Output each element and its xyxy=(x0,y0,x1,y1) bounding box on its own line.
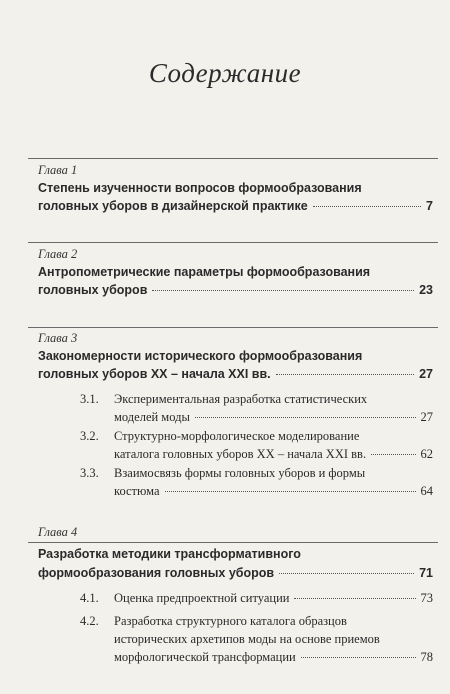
page-title: Содержание xyxy=(148,58,302,88)
chapter-label: Глава 1 xyxy=(38,163,78,177)
section-entry[interactable] xyxy=(80,427,433,463)
chapter-title[interactable] xyxy=(38,265,433,283)
chapter-title-last[interactable] xyxy=(38,367,433,385)
section-entry[interactable] xyxy=(80,390,433,426)
divider xyxy=(28,542,438,543)
section-title-line: Экспериментальная разработка статистических xyxy=(114,392,368,406)
page-number: 78 xyxy=(420,650,433,664)
section-number: 4.2. xyxy=(80,614,99,628)
leader-dots xyxy=(301,657,416,658)
section-number: 3.3. xyxy=(80,466,99,480)
chapter-title-last[interactable] xyxy=(38,199,433,217)
chapter-title-line: Антропометрические параметры формообразования xyxy=(38,265,371,279)
leader-dots xyxy=(279,573,414,574)
page-number: 27 xyxy=(420,410,433,424)
page-number: 62 xyxy=(420,447,433,461)
divider xyxy=(28,242,438,243)
section-title-line: Оценка предпроектной ситуации xyxy=(114,591,290,605)
section-title-line: Разработка структурного каталога образцов xyxy=(114,614,347,628)
chapter-label: Глава 2 xyxy=(38,247,78,261)
page-number: 23 xyxy=(419,283,433,297)
chapter-title[interactable] xyxy=(38,181,433,199)
section-title-line: костюма xyxy=(114,484,160,498)
leader-dots xyxy=(313,206,421,207)
chapter-label: Глава 3 xyxy=(38,331,78,345)
section-title-line: Взаимосвязь формы головных уборов и формы xyxy=(114,466,366,480)
section-body xyxy=(114,427,433,463)
section-body xyxy=(114,464,433,500)
chapter-title-last[interactable] xyxy=(38,283,433,301)
chapter-title-last[interactable] xyxy=(38,566,433,584)
section-title-line: исторических архетипов моды на основе приемов xyxy=(114,632,380,646)
section-title-line: морфологической трансформации xyxy=(114,650,296,664)
chapter-label: Глава 4 xyxy=(38,525,78,539)
section-number: 3.1. xyxy=(80,392,99,406)
section-body xyxy=(114,390,433,426)
leader-dots xyxy=(276,374,414,375)
chapter-title-line: Разработка методики трансформативного xyxy=(38,547,301,561)
section-title-line: моделей моды xyxy=(114,410,190,424)
leader-dots xyxy=(165,491,416,492)
divider xyxy=(28,158,438,159)
page-number: 7 xyxy=(426,199,433,213)
page-number: 71 xyxy=(419,566,433,580)
chapter-title-line: головных уборов XX – начала XXI вв. xyxy=(38,367,271,381)
section-title-line: каталога головных уборов XX – начала XXI вв. xyxy=(114,447,367,461)
page-number: 64 xyxy=(420,484,433,498)
leader-dots xyxy=(294,598,415,599)
section-number: 4.1. xyxy=(80,591,99,605)
section-title-line: Структурно-морфологическое моделирование xyxy=(114,429,360,443)
chapter-title-line: головных уборов в дизайнерской практике xyxy=(38,199,308,213)
page-number: 73 xyxy=(420,591,433,605)
chapter-title-line: головных уборов xyxy=(38,283,148,297)
leader-dots xyxy=(195,417,416,418)
chapter-title-line: Закономерности исторического формообразования xyxy=(38,349,363,363)
section-body xyxy=(114,612,433,666)
chapter-title[interactable] xyxy=(38,349,433,367)
section-entry[interactable] xyxy=(80,612,433,666)
section-entry[interactable] xyxy=(80,589,433,607)
page-number: 27 xyxy=(419,367,433,381)
section-number: 3.2. xyxy=(80,429,99,443)
chapter-title-line: формообразования головных уборов xyxy=(38,566,275,580)
leader-dots xyxy=(152,290,414,291)
chapter-title[interactable] xyxy=(38,547,433,565)
divider xyxy=(28,327,438,328)
section-body xyxy=(114,589,433,607)
section-entry[interactable] xyxy=(80,464,433,500)
chapter-title-line: Степень изученности вопросов формообразования xyxy=(38,181,362,195)
leader-dots xyxy=(371,454,415,455)
